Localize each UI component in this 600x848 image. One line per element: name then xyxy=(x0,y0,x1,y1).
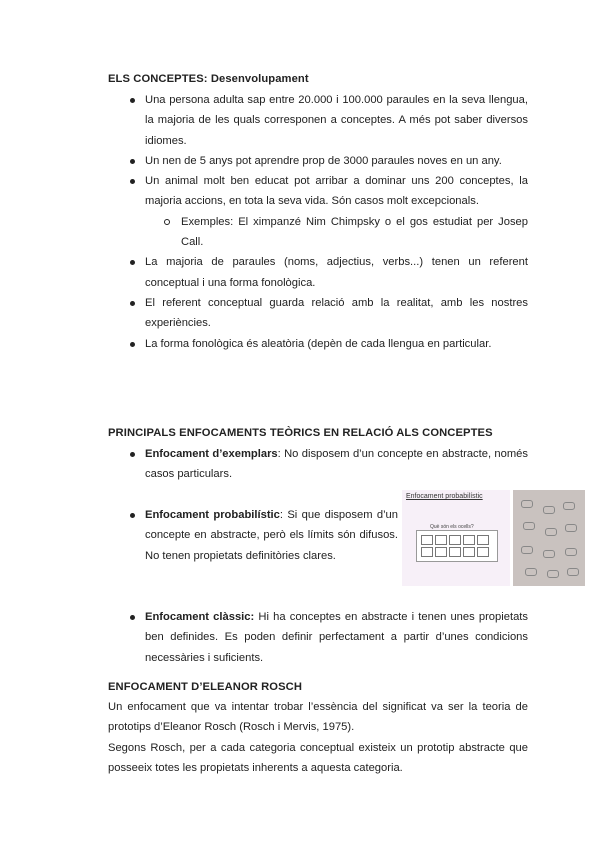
list-item: Un animal molt ben educat pot arribar a dominar uns 200 conceptes, la majoria accions, en tota la seva vida. Són casos molt excepcionals. Exemples: El ximpanzé Nim Chimpsky o el gos estudiat per Josep Call. xyxy=(108,171,528,252)
figure-glyph xyxy=(421,547,433,557)
list-item: Un nen de 5 anys pot aprendre prop de 3000 paraules noves en un any. xyxy=(108,151,528,171)
list-item: Enfocament d’exemplars: No disposem d’un concepte en abstracte, només casos particulars. xyxy=(108,444,528,485)
figure-glyph xyxy=(435,535,447,545)
bullet-icon xyxy=(130,260,135,265)
photo-mark xyxy=(523,522,535,530)
figure-question: Què són els ocells? xyxy=(430,524,474,530)
figure-glyph xyxy=(463,535,475,545)
list-item: La forma fonològica és aleatòria (depèn de cada llengua en particular. xyxy=(108,334,528,354)
figure-caption: Enfocament probabilístic xyxy=(406,493,483,500)
photo-mark xyxy=(545,528,557,536)
bullet-icon xyxy=(130,301,135,306)
figure-glyph xyxy=(463,547,475,557)
list-item: Una persona adulta sap entre 20.000 i 100.000 paraules en la seva llengua, la majoria de les quals corresponen a conceptes. A més pot saber diversos idiomes. xyxy=(108,90,528,151)
section-heading-2: PRINCIPALS ENFOCAMENTS TEÒRICS EN RELACIÓ ALS CONCEPTES xyxy=(108,427,493,439)
photo-mark xyxy=(565,524,577,532)
figure-glyph xyxy=(477,547,489,557)
paragraph: Un enfocament que va intentar trobar l’essència del significat va ser la teoria de prototips d’Eleanor Rosch (Rosch i Mervis, 1975). Segons Rosch, per a cada categoria conceptual existeix un prototip abstracte que posseeix totes les propietats inherents a aquesta categoria. xyxy=(108,701,528,774)
section1-list xyxy=(108,90,528,354)
bullet-icon xyxy=(130,615,135,620)
photo-mark xyxy=(563,502,575,510)
photo-mark xyxy=(565,548,577,556)
section2-list-b xyxy=(108,505,398,566)
figure-glyph xyxy=(449,547,461,557)
photo-mark xyxy=(525,568,537,576)
photo-mark xyxy=(543,550,555,558)
sub-list-item: Exemples: El ximpanzé Nim Chimpsky o el gos estudiat per Josep Call. xyxy=(108,212,528,253)
figure-glyph xyxy=(449,535,461,545)
bullet-icon xyxy=(130,98,135,103)
list-item: Enfocament clàssic: Hi ha conceptes en abstracte i tenen unes propietats ben definides. Es poden definir perfectament a partir d’unes condicions necessàries i suficients. xyxy=(108,607,528,668)
photo-mark xyxy=(567,568,579,576)
circle-bullet-icon xyxy=(164,219,170,225)
photo-figure xyxy=(513,490,585,586)
photo-mark xyxy=(521,500,533,508)
photo-mark xyxy=(521,546,533,554)
bullet-icon xyxy=(130,159,135,164)
section2-list-a xyxy=(108,444,528,485)
probabilistic-figure xyxy=(402,490,510,586)
figure-glyph xyxy=(421,535,433,545)
bullet-icon xyxy=(130,342,135,347)
photo-mark xyxy=(547,570,559,578)
photo-mark xyxy=(543,506,555,514)
section-heading-1: ELS CONCEPTES: Desenvolupament xyxy=(108,73,309,85)
bullet-icon xyxy=(130,452,135,457)
bullet-icon xyxy=(130,513,135,518)
bullet-icon xyxy=(130,179,135,184)
section-heading-3: ENFOCAMENT D’ELEANOR ROSCH xyxy=(108,681,303,693)
figure-box xyxy=(416,530,498,562)
list-item: La majoria de paraules (noms, adjectius, verbs...) tenen un referent conceptual i una forma fonològica. xyxy=(108,252,528,293)
figure-glyph xyxy=(435,547,447,557)
figure-glyph xyxy=(477,535,489,545)
list-item: Enfocament probabilístic: Si que disposem d’un concepte en abstracte, però els límits són difusos. No tenen propietats definitòries clares. xyxy=(108,505,398,566)
list-item: El referent conceptual guarda relació amb la realitat, amb les nostres experiències. xyxy=(108,293,528,334)
section2-list-c xyxy=(108,607,528,668)
